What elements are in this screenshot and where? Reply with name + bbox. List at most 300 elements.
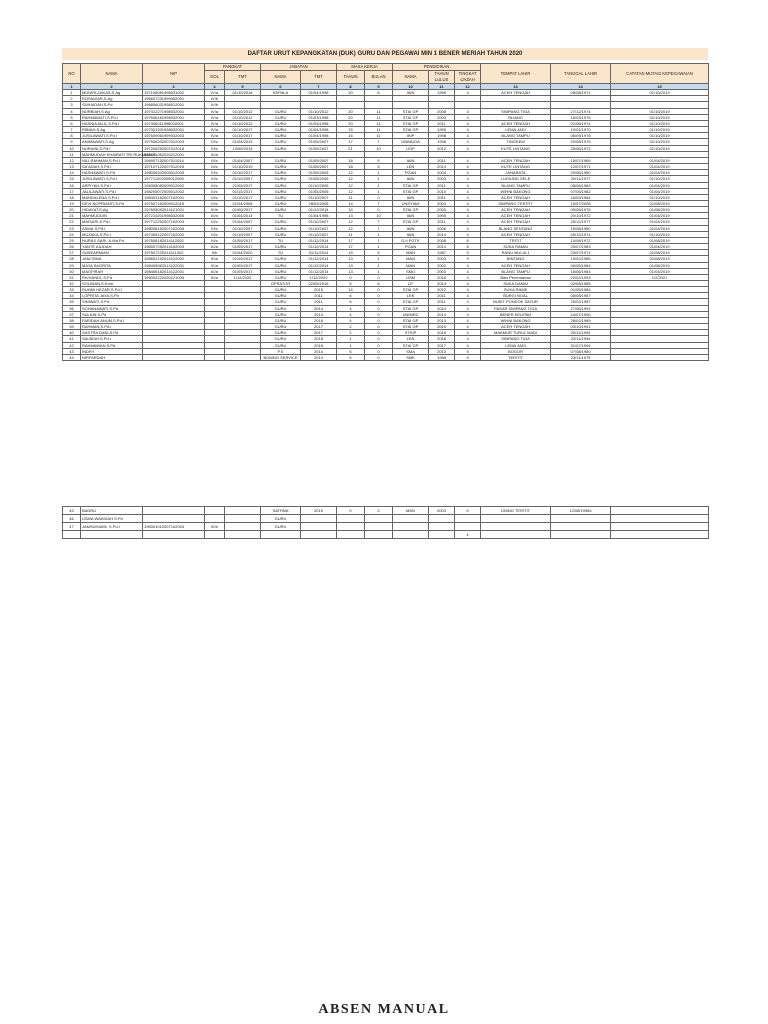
header-tempat-lahir: TEMPAT LAHIR	[481, 64, 551, 84]
column-number: 15	[611, 84, 709, 90]
table-cell: 5	[337, 281, 365, 287]
table-cell: LEN	[393, 164, 429, 170]
table-cell: 12	[337, 182, 365, 188]
table-cell: 39	[63, 324, 81, 330]
table-cell: 14	[337, 200, 365, 206]
table-cell: 20	[337, 114, 365, 120]
table-cell: 1	[337, 342, 365, 348]
table-cell: 15/07/1969	[551, 157, 611, 163]
table-cell: 197711202005012005	[143, 176, 205, 182]
table-cell: 21	[63, 213, 81, 219]
table-cell: GURU	[261, 311, 301, 317]
table-cell: MAISARI,S.Pd.I	[81, 219, 143, 225]
table-cell: 01/10/2017	[225, 194, 261, 200]
table-cell: ACEH TENGAH	[481, 262, 551, 268]
table-cell: III/b	[205, 523, 225, 531]
table-cell: 41	[63, 336, 81, 342]
table-cell: RAHMAN,S.Pd.I	[81, 324, 143, 330]
table-cell: 197605092014121001	[143, 207, 205, 213]
column-number: 1	[63, 84, 81, 90]
table-cell: 01/04/2019	[611, 213, 709, 219]
table-cell: 196806031998012001	[143, 102, 205, 108]
table-cell: 01/10/2017	[225, 170, 261, 176]
table-cell: GURU	[261, 305, 301, 311]
table-cell: 01/10/2019	[611, 176, 709, 182]
table-cell: HIDAYAT,S.Ag	[81, 207, 143, 213]
table-cell: 08/08/1983	[551, 182, 611, 188]
table-cell: 9	[455, 354, 481, 360]
table-cell: GURU	[261, 274, 301, 280]
table-cell: NURAS SARI, A.Ma.Pd	[81, 237, 143, 243]
table-cell: GURU	[261, 219, 301, 225]
table-cell: 01/09/2017	[225, 256, 261, 262]
table-cell: MAKMUR TURUL MADI	[481, 330, 551, 336]
table-cell: 01/04/2007	[225, 219, 261, 225]
header-tahun-lulus: TAHUN LULUS	[429, 71, 455, 84]
table-cell: III/a	[205, 274, 225, 280]
table-cell: STKIP	[393, 330, 429, 336]
table-cell: 2011	[429, 182, 455, 188]
table-cell	[611, 354, 709, 360]
table-cell: 47	[63, 523, 81, 531]
header-tmt: TMT	[225, 71, 261, 84]
table-cell: 01/10/2007	[225, 176, 261, 182]
table-cell: ACEH TENGAH	[481, 213, 551, 219]
table-cell: 4	[455, 164, 481, 170]
table-cell: 23/11/1979	[551, 354, 611, 360]
table-cell: 2016	[301, 317, 337, 323]
header-jabatan: JABATAN	[261, 64, 337, 71]
table-cell	[611, 515, 709, 523]
table-cell: 01/05/2007	[301, 157, 337, 163]
table-cell: 6	[365, 281, 393, 287]
header-jabatan-tmt: TMT	[301, 71, 337, 84]
table-cell: 20	[337, 108, 365, 114]
table-cell: 2018	[301, 342, 337, 348]
table-cell	[393, 515, 429, 523]
table-cell: 25/02/1987	[551, 299, 611, 305]
table-cell: 4	[455, 139, 481, 145]
table-cell: III/d	[205, 213, 225, 219]
header-pendidikan: PENDIDIKAN	[393, 64, 481, 71]
table-cell: 01/05/1984	[551, 287, 611, 293]
table-row	[63, 523, 709, 531]
table-cell: 01/10/2012	[225, 114, 261, 120]
table-cell: SUNEARMIAN	[81, 250, 143, 256]
table-cell: 16	[337, 133, 365, 139]
table-cell: 01/08/2019	[611, 256, 709, 262]
table-cell: 0	[365, 311, 393, 317]
table-cell: 17	[337, 237, 365, 243]
table-cell: 28	[63, 256, 81, 262]
table-cell: 6	[63, 120, 81, 126]
table-cell: SUKA RAME	[481, 287, 551, 293]
table-cell: 34	[63, 293, 81, 299]
table-cell: 4	[455, 293, 481, 299]
table-cell: BADRU	[81, 507, 143, 515]
table-cell: 01/04/2008	[225, 200, 261, 206]
table-cell: 2	[337, 324, 365, 330]
table-cell: 01/06/1974	[551, 120, 611, 126]
table-cell: 0	[365, 274, 393, 280]
table-cell: 2002	[429, 262, 455, 268]
table-cell: SUHAIDAH,S.Pd	[81, 102, 143, 108]
table-cell: ACEH TENGAH	[481, 324, 551, 330]
table-cell: 06/09/1976	[551, 133, 611, 139]
table-cell: 2014	[429, 311, 455, 317]
table-cell: 4	[455, 225, 481, 231]
table-cell: GURU	[261, 342, 301, 348]
table-cell: SMU	[393, 268, 429, 274]
table-cell: 4	[455, 194, 481, 200]
table-cell: 13	[337, 256, 365, 262]
table-cell: 197609061999032003	[143, 133, 205, 139]
table-cell: GURU	[261, 120, 301, 126]
table-cell: 01/05/2007	[301, 139, 337, 145]
table-cell: 1	[365, 231, 393, 237]
table-cell: 01/04/2019	[611, 182, 709, 188]
table-cell: 1	[63, 90, 81, 96]
table-cell: 198403162007102001	[143, 194, 205, 200]
table-cell	[337, 531, 365, 539]
table-cell: ACEH TENGAH	[481, 90, 551, 96]
table-cell: 01/04/1998	[301, 90, 337, 96]
table-cell: 4	[337, 311, 365, 317]
table-cell: 15	[337, 127, 365, 133]
table-cell: 07/05/1982	[551, 188, 611, 194]
table-cell: BLANG TAMPU	[481, 268, 551, 274]
table-cell: 2000	[429, 207, 455, 213]
table-cell: 11	[63, 151, 81, 157]
table-cell: 197210201998032005	[143, 213, 205, 219]
table-cell: UGP	[393, 145, 429, 151]
table-cell: 197406011998032001	[143, 120, 205, 126]
table-cell: 5	[337, 354, 365, 360]
table-cell: GURU	[261, 244, 301, 250]
table-cell: 1/12/2020	[225, 274, 261, 280]
table-cell: 01/10/2007	[301, 194, 337, 200]
table-cell: 01/12/2014	[301, 244, 337, 250]
table-cell: 8	[455, 237, 481, 243]
table-cell: 01/12/2014	[301, 256, 337, 262]
table-cell: 14	[337, 207, 365, 213]
column-number: 3	[143, 84, 205, 90]
table-cell: LEN	[393, 336, 429, 342]
table-cell: STAI GP	[393, 120, 429, 126]
table-cell: 02/08/1985	[551, 281, 611, 287]
table-cell: SULAIN,S.Pd	[81, 311, 143, 317]
table-cell: 12	[337, 219, 365, 225]
table-cell: 24	[63, 231, 81, 237]
table-cell: 196607231999052001	[143, 96, 205, 102]
table-cell: 4	[455, 219, 481, 225]
table-cell: 45	[63, 507, 81, 515]
table-cell: 01/08/2019	[611, 250, 709, 256]
table-cell: 2011	[301, 299, 337, 305]
table-cell: 19/02/1985	[551, 256, 611, 262]
table-cell: 20	[63, 207, 81, 213]
table-cell: PGAN	[393, 170, 429, 176]
table-cell: 1	[365, 176, 393, 182]
table-cell: UNIMED	[393, 311, 429, 317]
table-cell: 01/10/2007	[301, 219, 337, 225]
table-cell	[455, 523, 481, 531]
table-cell: 5	[365, 164, 393, 170]
table-cell: 01/09/2017	[225, 244, 261, 250]
table-cell: GURU	[261, 200, 301, 206]
duk-table-continued	[62, 506, 709, 539]
table-cell: STAI GP	[393, 324, 429, 330]
table-cell: 12	[337, 170, 365, 176]
table-cell	[365, 523, 393, 531]
table-cell: 0	[365, 324, 393, 330]
table-cell	[81, 531, 143, 539]
table-cell: IAIN	[393, 213, 429, 219]
table-cell: 13	[337, 268, 365, 274]
table-cell: 15/07/2008	[551, 200, 611, 206]
table-cell: 197608182014112002	[143, 237, 205, 243]
table-cell: 01/03/1998	[301, 114, 337, 120]
table-cell: SOHANAWATI,S.Pd	[81, 305, 143, 311]
table-cell	[481, 515, 551, 523]
table-cell: NURAINI,S.Pd.I	[81, 145, 143, 151]
table-cell	[481, 531, 551, 539]
table-cell	[429, 531, 455, 539]
table-cell	[429, 523, 455, 531]
table-cell: 2010	[429, 188, 455, 194]
table-cell: 4	[455, 213, 481, 219]
table-cell: SALBIAH,S.Pd.I	[81, 336, 143, 342]
table-cell: RAHMAWAN,S.Pd	[81, 342, 143, 348]
table-cell: 4	[455, 317, 481, 323]
table-cell: STAI GP	[393, 342, 429, 348]
table-cell: 1	[365, 256, 393, 262]
table-cell: 16	[63, 182, 81, 188]
table-cell: 01/04/2019	[611, 244, 709, 250]
table-cell: 11	[365, 127, 393, 133]
table-cell: 5	[63, 114, 81, 120]
table-cell: III/c	[205, 182, 225, 188]
table-cell: RAHMAWATI,S.Pd.I	[81, 114, 143, 120]
table-cell: KEPALA	[261, 90, 301, 96]
table-cell: PASAR SIMPANG TIGA	[481, 305, 551, 311]
table-cell: 01/10/2019	[611, 133, 709, 139]
table-cell: 197001201998032001	[143, 127, 205, 133]
table-cell: 28/02/1989	[551, 317, 611, 323]
table-cell: 4	[455, 133, 481, 139]
table-cell: 2011	[429, 293, 455, 299]
table-cell: 11	[337, 194, 365, 200]
table-cell: 2006	[429, 225, 455, 231]
table-cell: III/c	[205, 164, 225, 170]
table-cell: 4	[455, 274, 481, 280]
table-cell: 01/03/1998	[301, 120, 337, 126]
table-cell	[481, 523, 551, 531]
table-cell: IV/a	[205, 133, 225, 139]
table-cell: 9	[455, 256, 481, 262]
table-cell: 36	[63, 305, 81, 311]
table-cell: 2019	[301, 507, 337, 515]
table-cell: 01/10/2017	[225, 127, 261, 133]
table-cell: MAN	[393, 256, 429, 262]
table-cell	[225, 515, 261, 523]
table-cell: GURU	[261, 114, 301, 120]
table-cell: GURU	[261, 317, 301, 323]
table-cell: 1	[365, 237, 393, 243]
table-cell: 4	[455, 342, 481, 348]
table-cell: 18	[63, 194, 81, 200]
table-cell: SIMPANG TIGA	[481, 108, 551, 114]
table-cell: 25/12/1977	[551, 219, 611, 225]
table-cell: ACEH TENGAH	[481, 231, 551, 237]
table-cell: 01/12/2014	[301, 237, 337, 243]
table-cell: 25/06/1972	[551, 145, 611, 151]
table-cell	[143, 507, 205, 515]
table-cell: Bies Penentanan	[481, 274, 551, 280]
table-cell: 198008152007102005	[143, 225, 205, 231]
table-cell: 0	[365, 354, 393, 360]
table-cell: 01/12/2014	[301, 207, 337, 213]
table-cell: 4	[455, 176, 481, 182]
table-cell: LOPRITA JAYA,S.Pd	[81, 293, 143, 299]
table-cell: 197405122007102002	[143, 231, 205, 237]
table-cell: ANIMAWATI,S.Ag	[81, 139, 143, 145]
header-pendidikan-nama: NAMA	[393, 71, 429, 84]
table-row	[63, 507, 709, 515]
table-cell: 8	[63, 133, 81, 139]
header-nip: NIP	[143, 64, 205, 84]
table-cell: 196507252014102003	[143, 244, 205, 250]
table-cell: 4	[455, 114, 481, 120]
table-cell: 2014	[301, 354, 337, 360]
table-cell: 2003	[429, 200, 455, 206]
table-cell: GURU	[261, 324, 301, 330]
table-cell: GURU	[261, 170, 301, 176]
table-cell: 01/05/2007	[301, 145, 337, 151]
table-cell: GURU	[261, 133, 301, 139]
table-cell: IAIN	[393, 194, 429, 200]
table-cell: 1/2/2021	[611, 274, 709, 280]
table-cell: JALILAWATI,S.Pd.I	[81, 188, 143, 194]
table-cell	[611, 507, 709, 515]
table-cell: 01/04/1998	[301, 213, 337, 219]
column-number: 7	[301, 84, 337, 90]
table-cell: STAI GP	[393, 287, 429, 293]
table-cell: 1	[365, 268, 393, 274]
table-cell: III/a	[205, 151, 225, 157]
table-cell: III/c	[205, 219, 225, 225]
table-cell: SUKA DAMAI	[481, 281, 551, 287]
table-cell	[551, 531, 611, 539]
table-cell: 21/09/2017	[225, 182, 261, 188]
table-cell: 0	[337, 274, 365, 280]
table-cell: 2011	[301, 293, 337, 299]
table-cell: 1998	[429, 133, 455, 139]
table-cell: 17	[63, 188, 81, 194]
table-cell: 4	[63, 108, 81, 114]
table-cell: 11	[337, 231, 365, 237]
table-cell: RIBIAH,S.Ag	[81, 127, 143, 133]
table-cell: 44	[63, 354, 81, 360]
column-number: 11	[429, 84, 455, 90]
table-cell: 4	[455, 200, 481, 206]
table-cell: 13	[337, 262, 365, 268]
table-cell: 2011	[429, 194, 455, 200]
table-cell: 2018	[301, 336, 337, 342]
table-cell	[63, 531, 81, 539]
table-cell: 2017	[301, 324, 337, 330]
table-cell: 01/09/2017	[225, 237, 261, 243]
table-cell: 4	[455, 268, 481, 274]
table-cell: SUKA RAMAI	[481, 244, 551, 250]
table-cell: 42	[63, 342, 81, 348]
table-cell: III/c	[205, 145, 225, 151]
table-cell	[337, 515, 365, 523]
table-cell: III/a	[205, 256, 225, 262]
table-cell: 01/08/2019	[611, 200, 709, 206]
table-cell	[611, 531, 709, 539]
table-cell: NIRFARDAH	[81, 354, 143, 360]
table-cell: TINGKEM	[481, 139, 551, 145]
table-cell: 197107122007012025	[143, 164, 205, 170]
table-cell: 5	[365, 157, 393, 163]
table-cell: 12/07/1971	[551, 164, 611, 170]
table-cell: RANU MULIA 1	[481, 250, 551, 256]
table-cell: TERITIT	[481, 354, 551, 360]
table-cell: HASNIAJALIL,S.Pd.I	[81, 120, 143, 126]
table-cell: GURU	[261, 182, 301, 188]
table-cell: 20/10/1972	[551, 213, 611, 219]
table-cell: UNSYIAH	[393, 200, 429, 206]
header-bulan: BULAN	[365, 71, 393, 84]
table-cell: 01/04/2019	[611, 188, 709, 194]
table-cell: 25/07/1983	[551, 244, 611, 250]
table-cell: GURU	[261, 268, 301, 274]
table-cell: 01/12/2014	[301, 262, 337, 268]
table-cell: RUHMI HEZAR,S.Pd.I	[81, 287, 143, 293]
table-cell: 198301012007102004	[143, 523, 205, 531]
table-cell: LEMA JADI	[481, 127, 551, 133]
table-cell: LEMA JADI	[481, 342, 551, 348]
table-cell: 2011	[429, 299, 455, 305]
column-number: 4	[205, 84, 225, 90]
header-tingkat-ijazah: TINGKAT IJAZAH	[455, 71, 481, 84]
table-cell: III/c	[205, 200, 225, 206]
table-cell: 2012	[429, 287, 455, 293]
column-number: 9	[365, 84, 393, 90]
table-cell: IAIN	[393, 231, 429, 237]
table-cell: BLANG TAMPU	[481, 182, 551, 188]
table-cell: 22/11/1994	[551, 336, 611, 342]
table-cell: SIMPANG TIGA	[481, 336, 551, 342]
table-cell: 4	[455, 170, 481, 176]
table-cell: 01/05/2005	[301, 176, 337, 182]
table-cell: 14/08/1972	[551, 237, 611, 243]
table-cell	[225, 523, 261, 531]
table-cell: 4	[455, 262, 481, 268]
table-cell: 10	[365, 213, 393, 219]
table-cell: 25	[63, 237, 81, 243]
table-cell	[143, 354, 205, 360]
table-cell: 198308082005012002	[143, 182, 205, 188]
table-cell: 2013	[429, 348, 455, 354]
table-cell: 01/05/2005	[301, 170, 337, 176]
table-cell: 12	[337, 225, 365, 231]
table-cell: BENER KELIPAH	[481, 311, 551, 317]
table-cell: 01/09/2017	[225, 262, 261, 268]
table-cell: SMK	[393, 354, 429, 360]
table-cell: USM	[393, 274, 429, 280]
